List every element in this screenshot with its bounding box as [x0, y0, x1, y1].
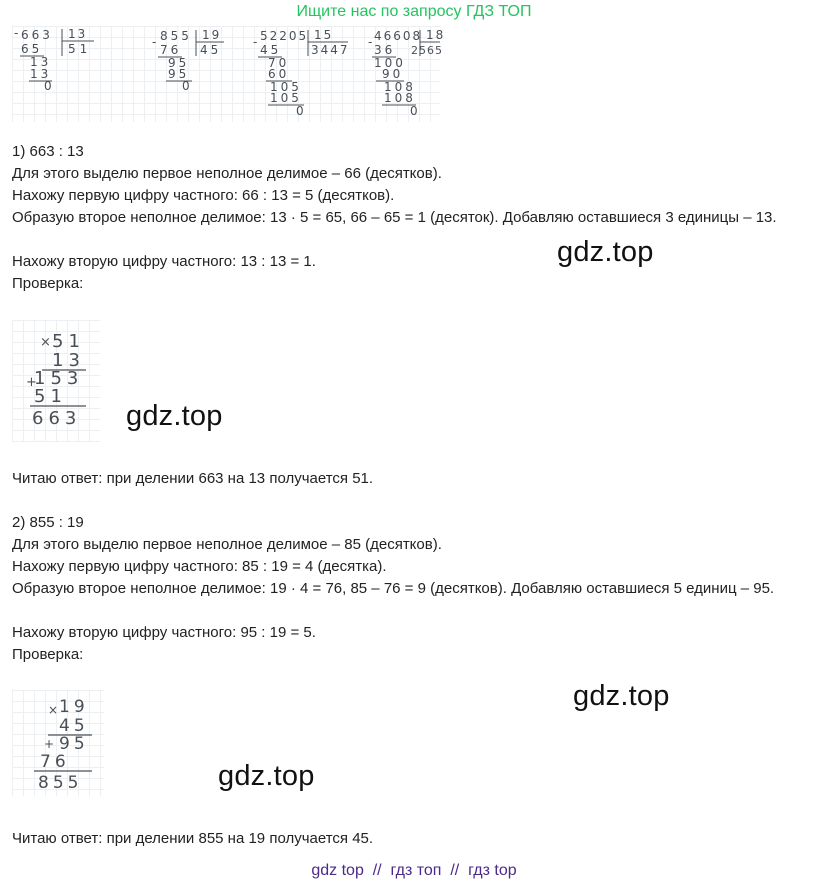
minus-sign: - [253, 35, 258, 49]
div-d-step: 100 [374, 56, 406, 70]
plus-sign: + [44, 737, 55, 751]
task2-answer: Читаю ответ: при делении 855 на 19 получается 45. [12, 830, 374, 847]
task2-check-image [12, 690, 104, 796]
task1-line1: Для этого выделю первое неполное делимое – 66 (десятков). [12, 165, 442, 182]
div-c-quotient: 3447 [311, 43, 350, 57]
watermark: gdz.top [126, 400, 223, 432]
check2-partial-2: 76 [40, 752, 70, 772]
task1-heading: 1) 663 : 13 [12, 143, 84, 160]
task2-line3: Образую второе неполное делимое: 19 · 4 = 76, 85 – 76 = 9 (десятков). Добавляю оставшиеся 5 единиц – 95. [12, 580, 775, 597]
div-a-divisor: 13 [68, 27, 88, 41]
check2-factor-a: 19 [59, 697, 89, 717]
div-b-step: 95 [168, 56, 190, 70]
task1-check-drawing [12, 320, 100, 442]
footer-separator: // [372, 862, 382, 879]
task1-line4: Нахожу вторую цифру частного: 13 : 13 = 1. [12, 253, 316, 270]
div-c-dividend: 52205 [260, 29, 309, 43]
task2-check-drawing [12, 690, 104, 796]
div-d-step: 0 [410, 104, 418, 118]
div-d-step: 108 [384, 80, 416, 94]
div-a-step: 13 [30, 67, 52, 81]
div-c-divisor: 15 [314, 28, 334, 42]
check1-factor-b: 13 [52, 350, 85, 371]
div-a-quotient: 51 [68, 42, 92, 56]
footer-links [0, 862, 828, 880]
check1-factor-a: 51 [52, 331, 85, 352]
div-c-step: 45 [260, 43, 282, 57]
task2-heading: 2) 855 : 19 [12, 514, 84, 531]
long-division-image [12, 26, 446, 122]
div-a-step: 0 [44, 79, 52, 93]
minus-sign: - [152, 35, 157, 49]
check2-partial-1: 95 [59, 734, 89, 754]
multiply-sign: × [48, 703, 59, 717]
watermark: gdz.top [218, 760, 315, 792]
div-a-step: 65 [21, 42, 43, 56]
div-c-step: 0 [296, 104, 304, 118]
check1-result: 663 [32, 408, 82, 429]
task1-check-image [12, 320, 100, 442]
task2-line2: Нахожу первую цифру частного: 85 : 19 = 4 (десятка). [12, 558, 387, 575]
task1-answer: Читаю ответ: при делении 663 на 13 получается 51. [12, 470, 374, 487]
watermark: gdz.top [557, 236, 654, 268]
task2-check-label: Проверка: [12, 646, 84, 663]
task2-line4: Нахожу вторую цифру частного: 95 : 19 = 5. [12, 624, 316, 641]
watermark: gdz.top [573, 680, 670, 712]
minus-sign: - [368, 35, 373, 49]
check1-partial-1: 153 [34, 368, 84, 389]
long-division-drawing [12, 26, 446, 122]
check2-factor-b: 45 [59, 716, 89, 736]
plus-sign: + [26, 375, 37, 390]
div-c-step: 105 [270, 91, 302, 105]
task1-line2: Нахожу первую цифру частного: 66 : 13 = 5 (десятков). [12, 187, 395, 204]
div-b-quotient: 45 [200, 43, 222, 57]
div-b-step: 76 [160, 43, 182, 57]
div-a-step: 13 [30, 55, 52, 69]
footer-link-gdz-top-ru[interactable]: гдз топ [390, 862, 442, 879]
div-a-dividend: 663 [21, 28, 53, 42]
div-b-step: 0 [182, 79, 190, 93]
div-c-step: 70 [268, 56, 290, 70]
div-d-dividend: 46608 [374, 29, 423, 43]
div-d-quotient: 2565 [411, 44, 443, 57]
minus-sign: - [14, 26, 19, 40]
div-d-step: 90 [382, 67, 404, 81]
div-c-step: 60 [268, 67, 290, 81]
footer-link-gdz-top[interactable]: gdz top [311, 862, 364, 879]
div-b-dividend: 855 [160, 29, 192, 43]
task1-check-label: Проверка: [12, 275, 84, 292]
div-c-step: 105 [270, 80, 302, 94]
div-b-step: 95 [168, 67, 190, 81]
footer-separator: // [450, 862, 460, 879]
div-b-divisor: 19 [202, 28, 222, 42]
div-d-step: 108 [384, 91, 416, 105]
task2-line1: Для этого выделю первое неполное делимое – 85 (десятков). [12, 536, 442, 553]
check2-result: 855 [38, 773, 83, 793]
multiply-sign: × [40, 335, 51, 350]
search-banner-link[interactable]: Ищите нас по запросу ГДЗ ТОП [296, 3, 532, 20]
check1-partial-2: 51 [34, 386, 67, 407]
div-d-step: 36 [374, 43, 396, 57]
footer-link-gdz-top-mixed[interactable]: гдз top [468, 862, 517, 879]
div-d-divisor: 18 [426, 28, 446, 42]
task1-line3: Образую второе неполное делимое: 13 · 5 = 65, 66 – 65 = 1 (десяток). Добавляю оставшиеся 3 единицы – 13. [12, 209, 777, 226]
